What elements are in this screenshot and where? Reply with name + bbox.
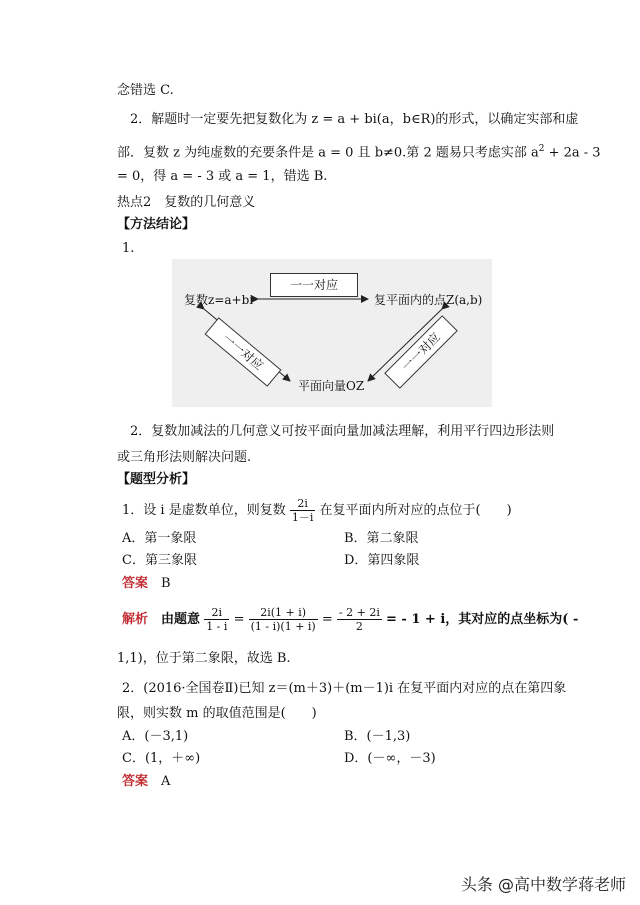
- text-line: 2．解题时一定要先把复数化为 z = a + bi(a，b∈R)的形式，以确定实部和虚: [130, 112, 579, 127]
- fraction: $\frac{2i}{1-i}$: [291, 497, 314, 524]
- text-line: 部．复数 z 为纯虚数的充要条件是 a = 0 且 b≠0.第 2 题易只考虑实部 $a^2 + 2a - 3$: [117, 144, 601, 161]
- text-line: 或三角形法则解决问题.: [117, 450, 252, 465]
- text-line: = 0，得 a = - 3 或 a = 1，错选 B.: [117, 169, 328, 184]
- method-heading: 【方法结论】: [117, 217, 196, 232]
- complex-number-node: 复数z=a+bi: [184, 293, 254, 307]
- question-1: 1．设 i 是虚数单位，则复数 $\frac{2i}{1-i}$ 在复平面内所对应的点位于( ): [122, 497, 512, 524]
- option-c: C．(1，＋∞): [122, 751, 201, 766]
- right-mapping-box: 一一对应: [384, 315, 458, 389]
- watermark: 头条 @高中数学蒋老师: [460, 875, 626, 894]
- complex-plane-point-node: 复平面内的点Z(a,b): [374, 293, 483, 307]
- section-heading: 热点2 复数的几何意义: [117, 195, 256, 210]
- answer-1: 答案 B: [122, 576, 171, 591]
- text-line: 限，则实数 m 的取值范围是( ): [117, 706, 317, 721]
- mapping-diagram: [172, 259, 492, 407]
- option-c: C．第三象限: [122, 553, 197, 568]
- item-number: 1.: [122, 241, 135, 256]
- option-b: B．第二象限: [344, 531, 419, 546]
- option-a: A．第一象限: [122, 531, 197, 546]
- top-mapping-box: 一一对应: [270, 273, 358, 297]
- solution-1: 解析 由题意 $\frac{2i}{1 - i}$ = $\frac{2i(1 + i)}{(1 - i)(1 + i)}$ = $\frac{- 2 + 2i}{2}$ = - 1 + i，其对应的点坐标为( -: [122, 606, 579, 633]
- option-b: B．(－1,3): [344, 729, 411, 744]
- option-d: D．第四象限: [344, 553, 420, 568]
- text-line: 2．复数加减法的几何意义可按平面向量加减法理解，利用平行四边形法则: [130, 424, 555, 439]
- analysis-heading: 【题型分析】: [117, 472, 196, 487]
- question-2: 2．(2016·全国卷Ⅱ)已知 z＝(m＋3)＋(m－1)i 在复平面内对应的点在第四象: [122, 681, 567, 696]
- fraction: $\frac{2i}{1 - i}$: [206, 606, 228, 633]
- text-line: 1,1)，位于第二象限，故选 B.: [117, 651, 291, 666]
- fraction: $\frac{- 2 + 2i}{2}$: [338, 606, 380, 633]
- left-mapping-box: 一一对应: [205, 317, 282, 387]
- fraction: $\frac{2i(1 + i)}{(1 - i)(1 + i)}$: [250, 606, 316, 633]
- plane-vector-node: 平面向量OZ: [298, 379, 365, 393]
- option-d: D．(－∞，－3): [344, 751, 436, 766]
- answer-2: 答案 A: [122, 774, 171, 789]
- option-a: A．(－3,1): [122, 729, 189, 744]
- text-line: 念错选 C.: [117, 83, 174, 98]
